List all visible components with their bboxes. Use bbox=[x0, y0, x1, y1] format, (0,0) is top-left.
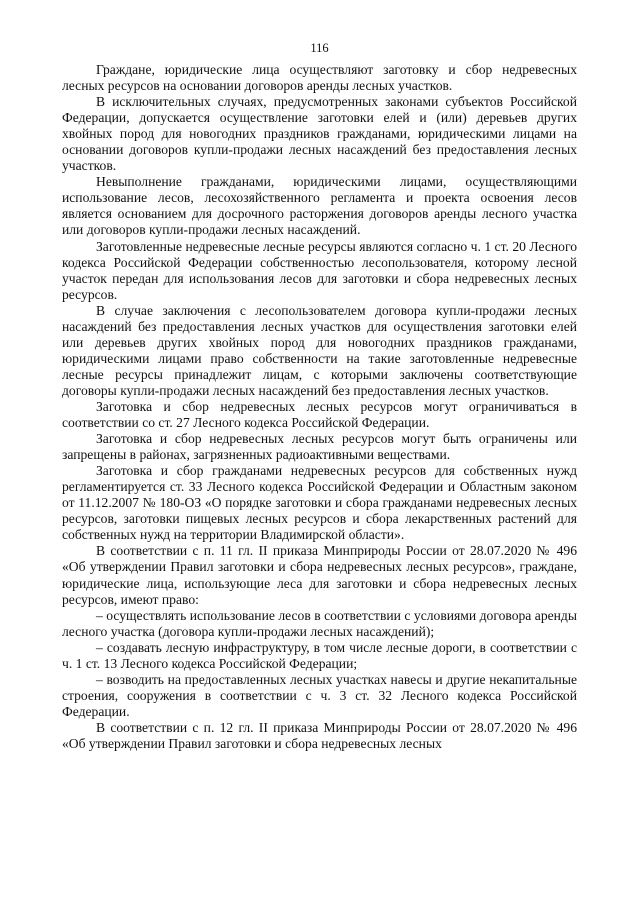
paragraph: В исключительных случаях, предусмотренных законами субъектов Российской Федерации, допускается осуществление заготовки елей и (или) деревьев других хвойных пород для новогодних праздников гражданами, юридическими лицами на основании договоров купли-продажи лесных насаждений без предоставления лесных участков. bbox=[62, 94, 577, 174]
list-item: – возводить на предоставленных лесных участках навесы и другие некапитальные строения, сооружения в соответствии с ч. 3 ст. 32 Лесного кодекса Российской Федерации. bbox=[62, 671, 577, 719]
paragraph: В случае заключения с лесопользователем договора купли-продажи лесных насаждений без предоставления лесных участков для осуществления заготовки елей или деревьев других хвойных пород для новогодних праздников гражданами, юридическими лицами право собственности на такие заготовленные недревесные лесные ресурсы принадлежит лицам, с которыми заключены соответствующие договоры купли-продажи лесных насаждений без предоставления лесных участков. bbox=[62, 302, 577, 398]
page-number: 116 bbox=[310, 41, 329, 55]
paragraph: Заготовка и сбор недревесных лесных ресурсов могут быть ограничены или запрещены в районах, загрязненных радиоактивными веществами. bbox=[62, 431, 577, 463]
paragraph: В соответствии с п. 12 гл. II приказа Минприроды России от 28.07.2020 № 496 «Об утверждении Правил заготовки и сбора недревесных лесных bbox=[62, 719, 577, 751]
paragraph: Заготовка и сбор недревесных лесных ресурсов могут ограничиваться в соответствии со ст. 27 Лесного кодекса Российской Федерации. bbox=[62, 398, 577, 431]
paragraph: Невыполнение гражданами, юридическими лицами, осуществляющими использование лесов, лесохозяйственного регламента и проекта освоения лесов является основанием для досрочного расторжения договоров аренды лесного участка или договоров купли-продажи лесных насаждений. bbox=[62, 174, 577, 238]
body-text bbox=[62, 62, 577, 752]
list-item: – создавать лесную инфраструктуру, в том числе лесные дороги, в соответствии с ч. 1 ст. 13 Лесного кодекса Российской Федерации; bbox=[62, 639, 577, 671]
paragraph: В соответствии с п. 11 гл. II приказа Минприроды России от 28.07.2020 № 496 «Об утверждении Правил заготовки и сбора недревесных лесных ресурсов», граждане, юридические лица, использующие леса для заготовки и сбора недревесных лесных ресурсов, имеют право: bbox=[62, 543, 577, 607]
paragraph: Заготовка и сбор гражданами недревесных ресурсов для собственных нужд регламентируется ст. 33 Лесного кодекса Российской Федерации и Областным законом от 11.12.2007 № 180-ОЗ «О порядке заготовки и сбора гражданами недревесных лесных ресурсов, заготовки пищевых лесных ресурсов и сбора лекарственных растений для собственных нужд на территории Владимирской области». bbox=[62, 463, 577, 543]
paragraph: Заготовленные недревесные лесные ресурсы являются согласно ч. 1 ст. 20 Лесного кодекса Российской Федерации собственностью лесопользователя, которому лесной участок передан для использования лесов для заготовки и сбора недревесных лесных ресурсов. bbox=[62, 238, 577, 302]
paragraph: Граждане, юридические лица осуществляют заготовку и сбор недревесных лесных ресурсов на основании договоров аренды лесных участков. bbox=[62, 62, 577, 94]
list-item: – осуществлять использование лесов в соответствии с условиями договора аренды лесного участка (договора купли-продажи лесных насаждений); bbox=[62, 607, 577, 639]
